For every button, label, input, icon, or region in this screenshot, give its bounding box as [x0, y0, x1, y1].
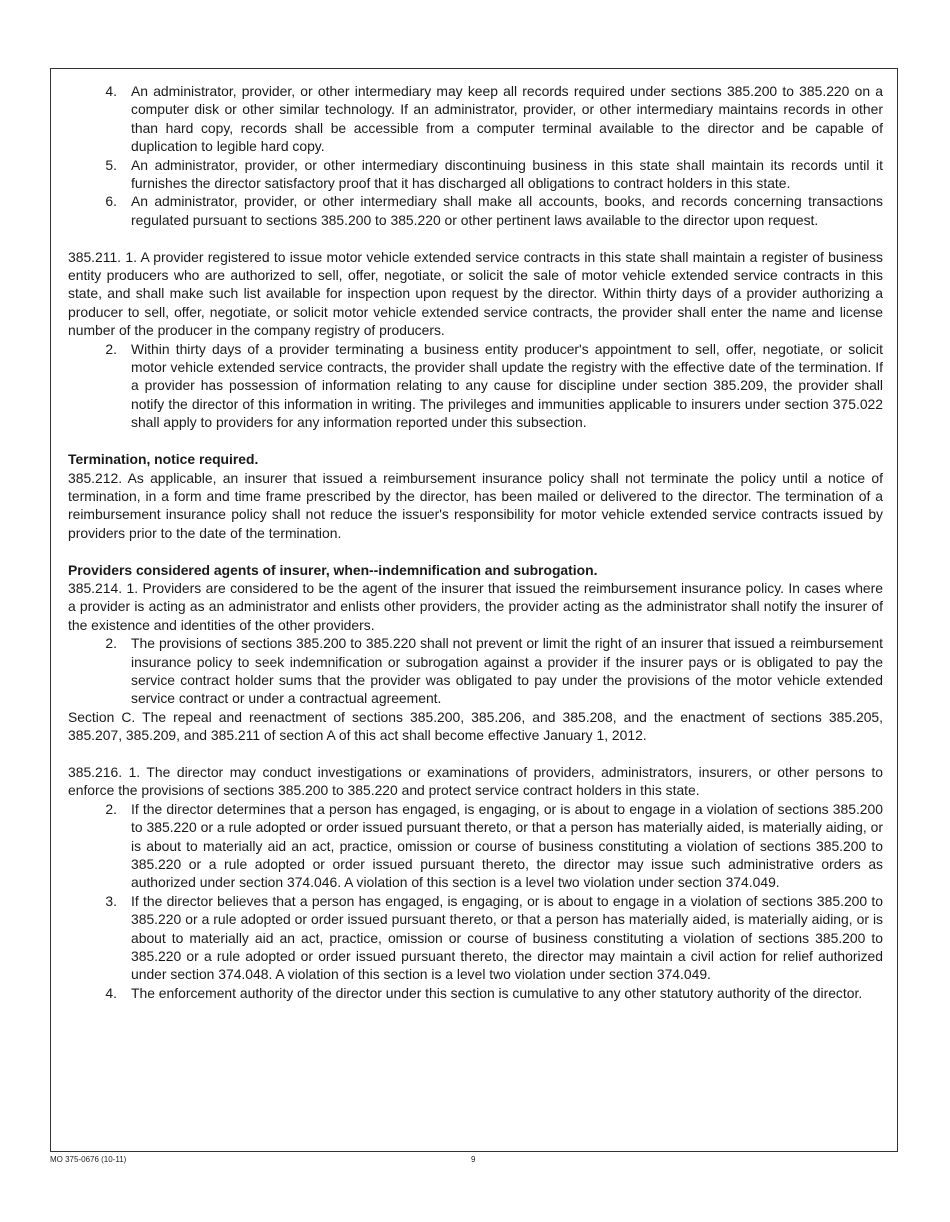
document-body — [68, 82, 883, 1002]
item-text: The provisions of sections 385.200 to 385.220 shall not prevent or limit the right of an insurer that issued a reimbursement insurance policy to seek indemnification or subrogation against a provider if the insurer pays or is obligated to pay the service contract holder sums that the provider was obligated to pay under the provisions of the motor vehicle extended service contract or under a contractual agreement. — [131, 635, 883, 707]
list-item — [68, 82, 883, 156]
spacer — [68, 432, 883, 450]
spacer — [68, 542, 883, 560]
item-text: An administrator, provider, or other intermediary may keep all records required under sections 385.200 to 385.220 on a computer disk or other similar technology. If an administrator, provider, or other intermediary maintains records in other than hard copy, records shall be accessible from a computer terminal available to the director and be capable of duplication to legible hard copy. — [131, 83, 883, 155]
section-c-text: Section C. The repeal and reenactment of sections 385.200, 385.206, and 385.208, and the enactment of sections 385.205, 385.207, 385.209, and 385.211 of section A of this act shall become effective January 1, 2012. — [68, 708, 883, 744]
form-id: MO 375-0676 (10-11) — [50, 1155, 127, 1164]
item-number: 2. — [105, 800, 117, 817]
spacer — [68, 745, 883, 763]
section-385-214-intro: 385.214. 1. Providers are considered to be the agent of the insurer that issued the reimbursement insurance policy. In cases where a provider is acting as an administrator and enlists other providers, the provider acting as the administrator shall notify the insurer of the existence and identities of the other providers. — [68, 579, 883, 633]
section-heading: Providers considered agents of insurer, when--indemnification and subrogation. — [68, 561, 598, 578]
item-number: 2. — [105, 635, 117, 652]
list-item — [68, 192, 883, 229]
item-number: 4. — [105, 83, 117, 99]
item-number: 4. — [105, 984, 117, 1001]
item-number: 3. — [105, 892, 117, 909]
item-text: The enforcement authority of the director under this section is cumulative to any other statutory authority of the director. — [131, 984, 863, 1001]
item-text: If the director determines that a person has engaged, is engaging, or is about to engage in a violation of sections 385.200 to 385.220 or a rule adopted or order issued pursuant thereto, or that a person has materially aided, is materially aiding, or is about to materially aid an act, practice, omission or course of business constituting a violation of sections 385.200 to 385.220 or a rule adopted or order issued pursuant thereto, the director may issue such administrative orders as authorized under section 374.046. A violation of this section is a level two violation under section 374.049. — [131, 800, 883, 891]
item-text: An administrator, provider, or other intermediary shall make all accounts, books, and records concerning transactions regulated pursuant to sections 385.200 to 385.220 or other pertinent laws available to the director upon request. — [131, 193, 883, 228]
list-item — [68, 340, 883, 432]
item-number: 5. — [105, 156, 117, 173]
section-385-216-intro: 385.216. 1. The director may conduct investigations or examinations of providers, administrators, insurers, or other persons to enforce the provisions of sections 385.200 to 385.220 and protect service contract holders in this state. — [68, 763, 883, 799]
item-number: 6. — [105, 193, 117, 210]
section-385-211-intro: 385.211. 1. A provider registered to issue motor vehicle extended service contracts in this state shall maintain a register of business entity producers who are authorized to sell, offer, negotiate, or solicit the sale of motor vehicle extended service contracts in this state, and shall make such list available for inspection upon request by the director. Within thirty days of a provider authorizing a producer to sell, offer, negotiate, or solicit motor vehicle extended service contracts, the provider shall enter the name and license number of the producer in the company registry of producers. — [68, 248, 883, 339]
item-text: Within thirty days of a provider terminating a business entity producer's appointment to sell, offer, negotiate, or solicit motor vehicle extended service contracts, the provider shall update the registry with the effective date of the termination. If a provider has possession of information relating to any cause for discipline under section 385.209, the provider shall notify the director of this information in writing. The privileges and immunities applicable to insurers under section 375.022 shall apply to providers for any information reported under this subsection. — [131, 340, 883, 431]
list-item — [68, 892, 883, 984]
section-385-212-text: 385.212. As applicable, an insurer that issued a reimbursement insurance policy shall not terminate the policy until a notice of termination, in a form and time frame prescribed by the director, has been mailed or delivered to the director. The termination of a reimbursement insurance policy shall not reduce the issuer's responsibility for motor vehicle extended service contracts issued by providers prior to the date of the termination. — [68, 469, 883, 541]
list-item — [68, 984, 883, 1002]
list-item — [68, 634, 883, 708]
list-item — [68, 800, 883, 892]
spacer — [68, 229, 883, 247]
page-frame — [50, 68, 898, 1152]
item-number: 2. — [105, 340, 117, 357]
item-text: An administrator, provider, or other intermediary discontinuing business in this state shall maintain its records until it furnishes the director satisfactory proof that it has discharged all obligations to contract holders in this state. — [131, 156, 883, 192]
page-number: 9 — [471, 1155, 476, 1164]
section-heading: Termination, notice required. — [68, 451, 259, 468]
list-item — [68, 156, 883, 193]
item-text: If the director believes that a person has engaged, is engaging, or is about to engage in a violation of sections 385.200 to 385.220 or a rule adopted or order issued pursuant thereto, or that a person has materially aided, is materially aiding, or is about to materially aid an act, practice, omission or course of business constituting a violation of sections 385.200 to 385.220 or a rule adopted or order issued pursuant thereto, the director may maintain a civil action for relief authorized under section 374.048. A violation of this section is a level two violation under section 374.049. — [131, 892, 883, 983]
